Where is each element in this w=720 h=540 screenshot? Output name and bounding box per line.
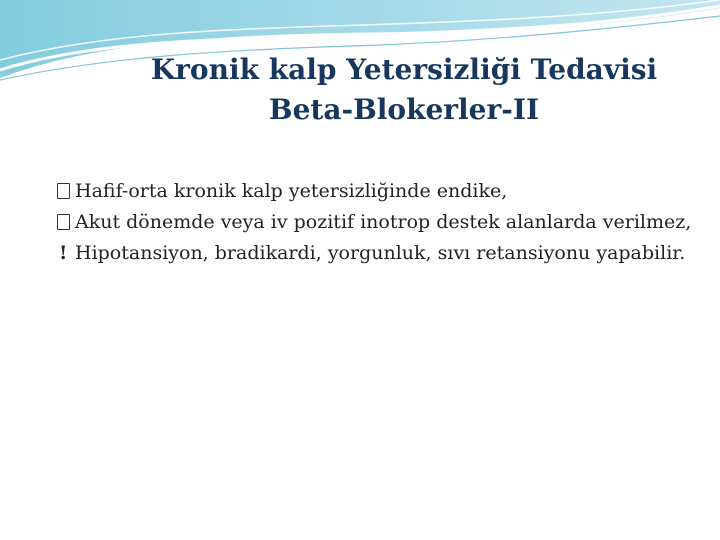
bullet-list <box>57 176 697 269</box>
bullet-text: Hafif-orta kronik kalp yetersizliğinde endike, <box>75 180 508 202</box>
bullet-text: Hipotansiyon, bradikardi, yorgunluk, sıvı retansiyonu yapabilir. <box>75 242 686 264</box>
bullet-box-icon <box>57 183 70 199</box>
title-line-1: Kronik kalp Yetersizliği Tedavisi <box>150 53 658 86</box>
bullet-exclamation-icon: ! <box>59 242 68 264</box>
bullet-item <box>57 207 697 238</box>
bullet-item <box>57 238 697 269</box>
title-line-2: Beta-Blokerler-II <box>268 93 540 126</box>
bullet-item <box>57 176 697 207</box>
slide-title <box>0 50 720 130</box>
bullet-text: Akut dönemde veya iv pozitif inotrop destek alanlarda verilmez, <box>75 211 692 233</box>
bullet-box-icon <box>57 214 70 230</box>
